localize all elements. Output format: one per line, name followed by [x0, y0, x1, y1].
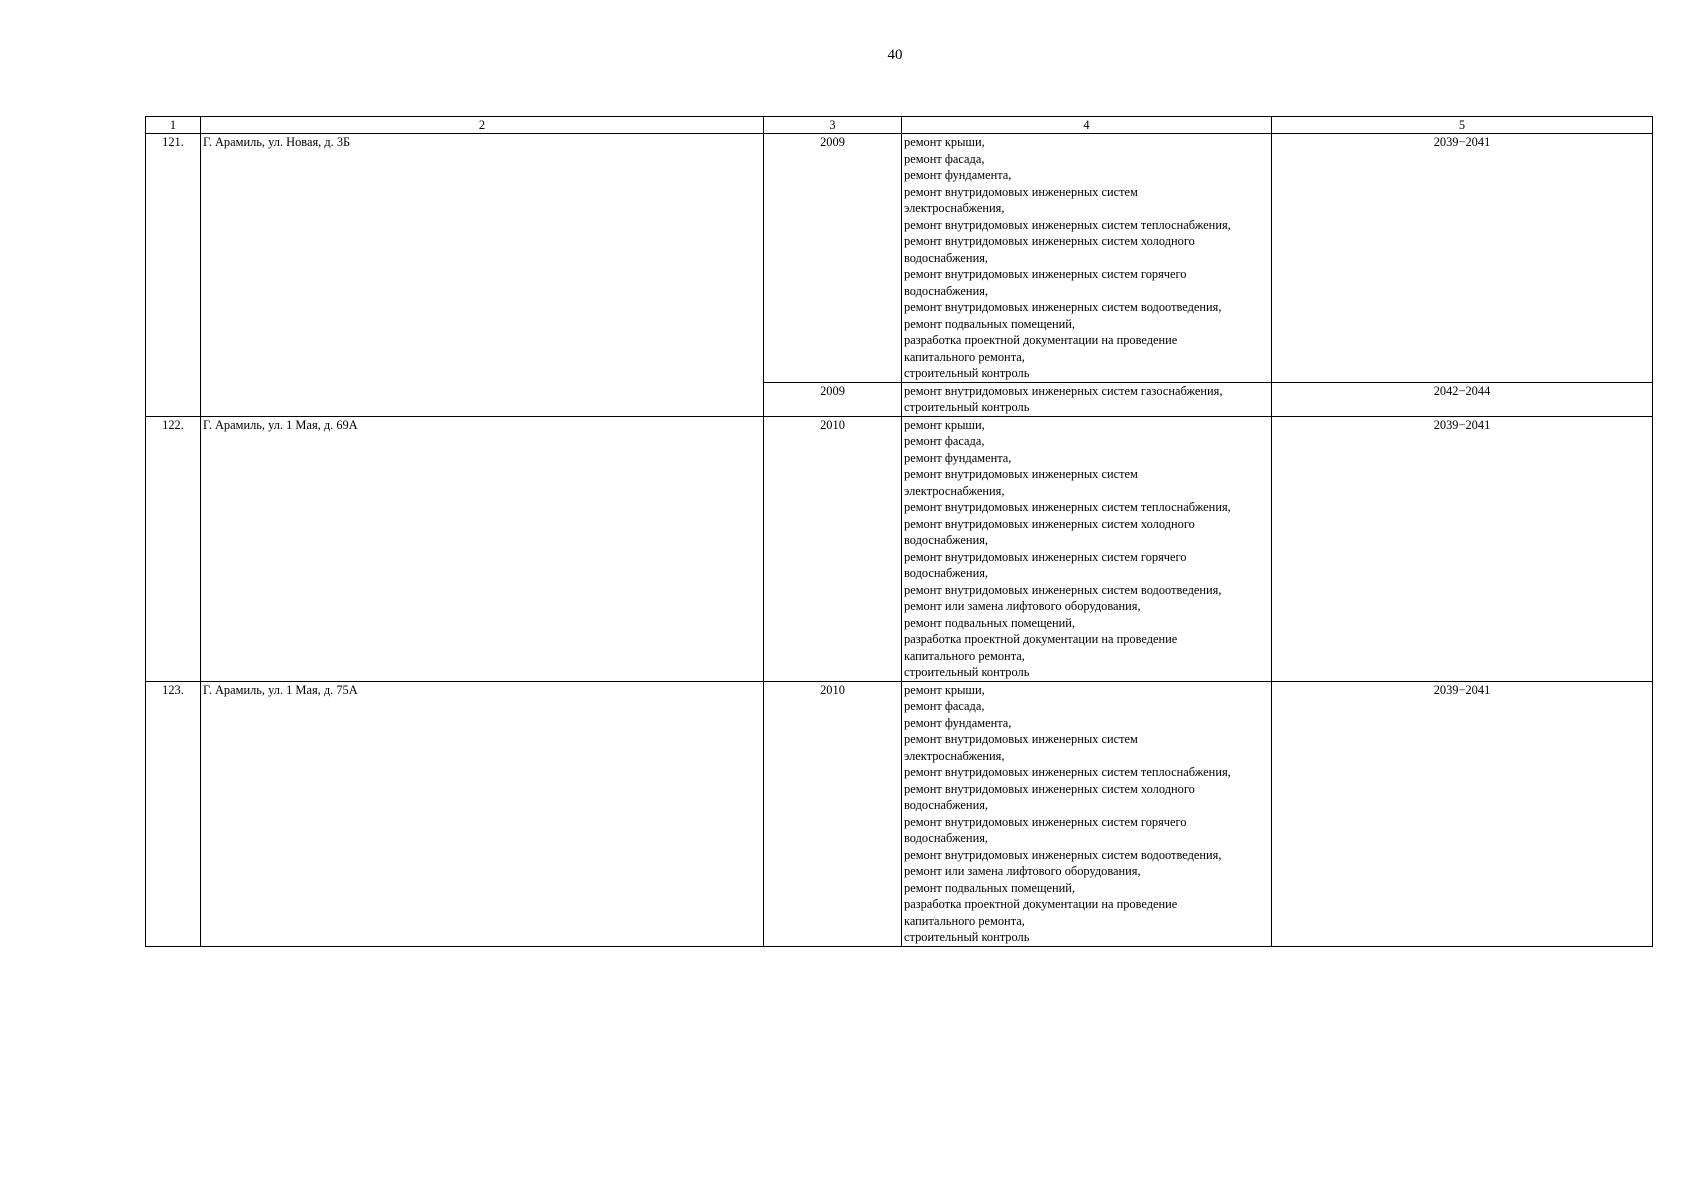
year-cell: 2009 [764, 134, 902, 383]
work-item: строительный контроль [904, 366, 1030, 380]
work-item: ремонт внутридомовых инженерных систем горячего [904, 814, 1187, 829]
period-cell: 2039−2041 [1272, 681, 1653, 946]
column-header-4: 4 [902, 117, 1272, 134]
work-item: ремонт крыши, [904, 135, 985, 149]
work-item: ремонт фасада, [904, 434, 985, 448]
address-cell: Г. Арамиль, ул. 1 Мая, д. 75А [201, 681, 764, 946]
work-item: ремонт внутридомовых инженерных систем горячего [904, 549, 1187, 564]
row-number: 121. [146, 134, 201, 417]
column-header-row [146, 117, 1653, 134]
table-row [146, 681, 1653, 946]
work-item: ремонт внутридомовых инженерных систем водоотведения, [904, 300, 1222, 314]
year-cell: 2010 [764, 416, 902, 681]
work-item: строительный контроль [904, 930, 1030, 944]
column-header-3: 3 [764, 117, 902, 134]
period-cell: 2039−2041 [1272, 416, 1653, 681]
work-item: ремонт фундамента, [904, 168, 1012, 182]
work-item: ремонт внутридомовых инженерных систем газоснабжения, [904, 383, 1223, 398]
page-number: 40 [887, 47, 903, 63]
work-item: ремонт внутридомовых инженерных систем горячего [904, 267, 1187, 281]
work-item: водоснабжения, [904, 798, 988, 812]
year-cell: 2010 [764, 681, 902, 946]
work-item: ремонт внутридомовых инженерных систем теплоснабжения, [904, 217, 1231, 232]
work-item: электроснабжения, [904, 201, 1005, 215]
work-item: ремонт фасада, [904, 151, 985, 166]
work-item: ремонт внутридомовых инженерных систем водоотведения, [904, 847, 1222, 862]
work-item: водоснабжения, [904, 566, 988, 580]
work-item: ремонт внутридомовых инженерных систем [904, 184, 1138, 199]
work-item: ремонт крыши, [904, 417, 985, 432]
work-item: водоснабжения, [904, 533, 988, 547]
address-cell: Г. Арамиль, ул. Новая, д. 3Б [201, 134, 764, 417]
work-item: ремонт фундамента, [904, 715, 1012, 730]
work-item: капитального ремонта, [904, 349, 1025, 364]
work-item: ремонт внутридомовых инженерных систем холодного [904, 234, 1195, 248]
work-item: ремонт подвальных помещений, [904, 880, 1075, 895]
table-row [146, 416, 1653, 681]
work-item: водоснабжения, [904, 831, 988, 845]
work-item: ремонт подвальных помещений, [904, 615, 1075, 630]
work-item: ремонт внутридомовых инженерных систем [904, 467, 1138, 481]
work-item: ремонт фасада, [904, 699, 985, 713]
year-cell: 2009 [764, 382, 902, 416]
work-item: ремонт внутридомовых инженерных систем холодного [904, 516, 1195, 531]
table-row [146, 134, 1653, 383]
table-body [146, 117, 1653, 947]
work-item: капитального ремонта, [904, 913, 1025, 928]
works-cell [902, 681, 1272, 946]
work-item: строительный контроль [904, 665, 1030, 679]
work-item: капитального ремонта, [904, 648, 1025, 663]
works-cell [902, 134, 1272, 383]
repair-schedule-table [145, 116, 1653, 947]
column-header-5: 5 [1272, 117, 1653, 134]
row-number: 122. [146, 416, 201, 681]
work-item: ремонт или замена лифтового оборудования, [904, 864, 1141, 878]
work-item: разработка проектной документации на проведение [904, 897, 1178, 911]
row-number: 123. [146, 681, 201, 946]
work-item: ремонт или замена лифтового оборудования, [904, 599, 1141, 613]
works-cell [902, 382, 1272, 416]
work-item: ремонт внутридомовых инженерных систем теплоснабжения, [904, 500, 1231, 514]
work-item: разработка проектной документации на проведение [904, 333, 1178, 347]
work-item: строительный контроль [904, 400, 1030, 414]
work-item: ремонт подвальных помещений, [904, 316, 1075, 331]
column-header-2: 2 [201, 117, 764, 134]
works-cell [902, 416, 1272, 681]
work-item: электроснабжения, [904, 483, 1005, 498]
work-item: ремонт внутридомовых инженерных систем водоотведения, [904, 582, 1222, 597]
work-item: ремонт внутридомовых инженерных систем теплоснабжения, [904, 765, 1231, 779]
column-header-1: 1 [146, 117, 201, 134]
work-item: электроснабжения, [904, 748, 1005, 763]
period-cell: 2042−2044 [1272, 382, 1653, 416]
work-item: разработка проектной документации на проведение [904, 632, 1178, 646]
work-item: ремонт крыши, [904, 682, 985, 697]
work-item: водоснабжения, [904, 250, 988, 265]
period-cell: 2039−2041 [1272, 134, 1653, 383]
work-item: ремонт фундамента, [904, 450, 1012, 465]
work-item: водоснабжения, [904, 283, 988, 298]
work-item: ремонт внутридомовых инженерных систем холодного [904, 781, 1195, 796]
work-item: ремонт внутридомовых инженерных систем [904, 732, 1138, 746]
address-cell: Г. Арамиль, ул. 1 Мая, д. 69А [201, 416, 764, 681]
